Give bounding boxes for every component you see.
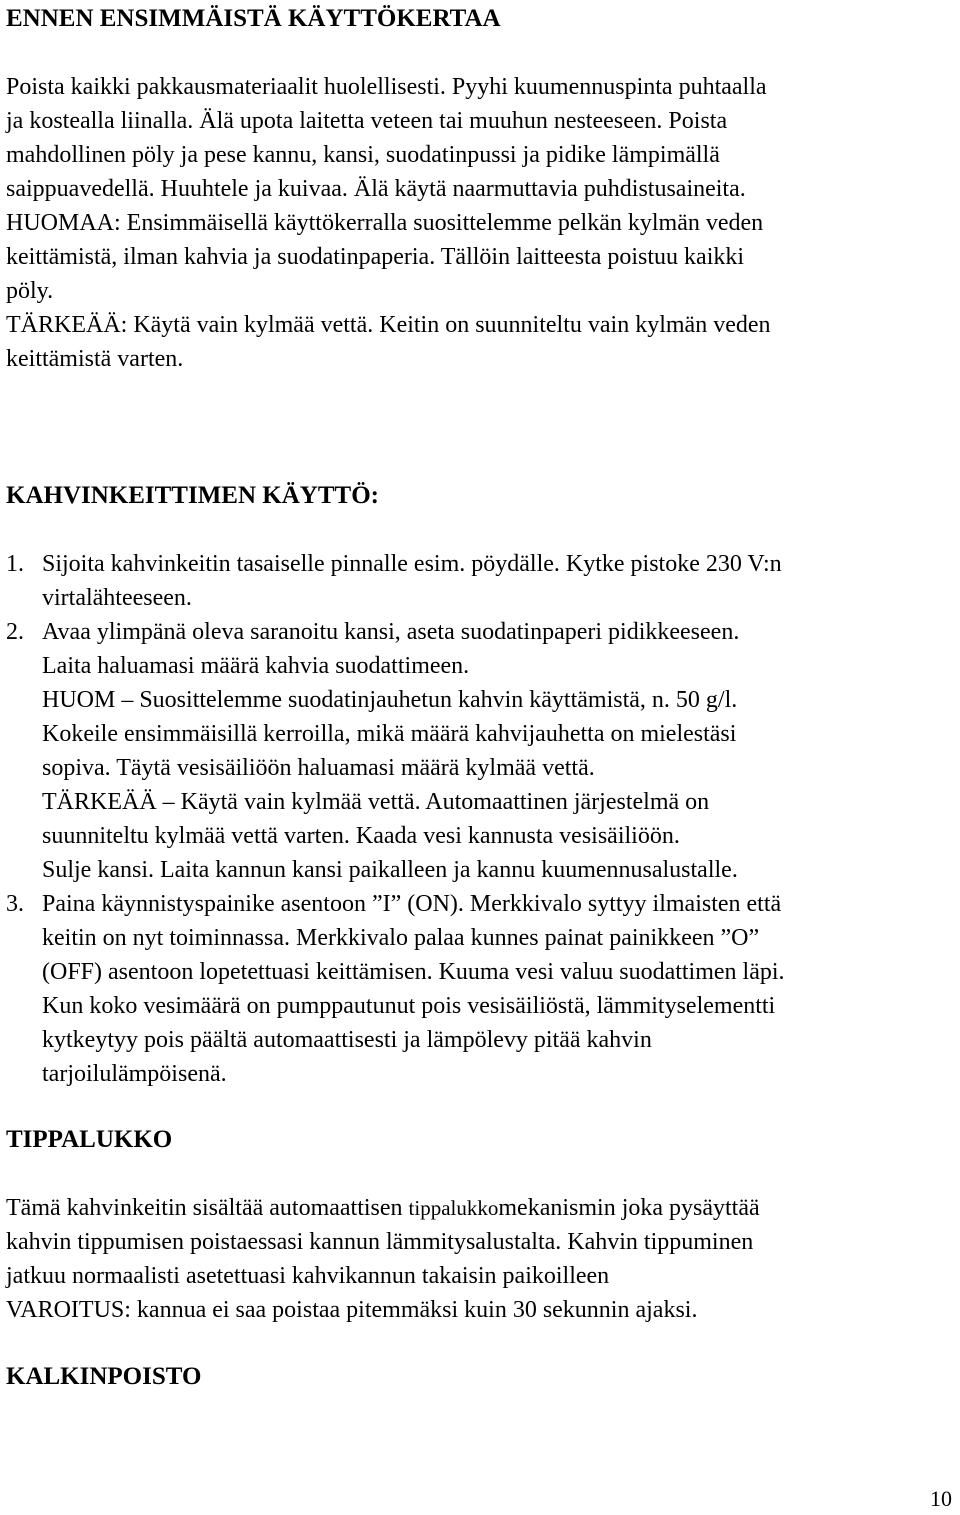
list-item-number: 3. [6,891,24,917]
section-heading-descaling: KALKINPOISTO [6,1363,202,1390]
list-item-number: 2. [6,619,24,645]
list-item-line: kytkeytyy pois päältä automaattisesti ja lämpölevy pitää kahvin [42,1027,652,1053]
list-item-line: Paina käynnistyspainike asentoon ”I” (ON). Merkkivalo syttyy ilmaisten että [42,891,782,917]
paragraph-line: ja kostealla liinalla. Älä upota laitetta veteen tai muuhun nesteeseen. Poista [6,108,728,134]
paragraph-line: TÄRKEÄÄ: Käytä vain kylmää vettä. Keitin on suunniteltu vain kylmän veden [6,312,771,338]
paragraph-line: Poista kaikki pakkausmateriaalit huolellisesti. Pyyhi kuumennuspinta puhtaalla [6,74,767,100]
list-item-line: tarjoilulämpöisenä. [42,1061,227,1087]
list-item-line: Sijoita kahvinkeitin tasaiselle pinnalle esim. pöydälle. Kytke pistoke 230 V:n [42,551,782,577]
list-item-line: Sulje kansi. Laita kannun kansi paikalleen ja kannu kuumennusalustalle. [42,857,738,883]
paragraph-line: jatkuu normaalisti asetettuasi kahvikannun takaisin paikoilleen [6,1263,610,1289]
paragraph-line: kahvin tippumisen poistaessasi kannun lämmitysalustalta. Kahvin tippuminen [6,1229,754,1255]
paragraph-line: keittämistä, ilman kahvia ja suodatinpaperia. Tällöin laitteesta poistuu kaikki [6,244,745,270]
list-item-number: 1. [6,551,24,577]
list-item-line: Kun koko vesimäärä on pumppautunut pois vesisäiliöstä, lämmityselementti [42,993,776,1019]
list-item-line: TÄRKEÄÄ – Käytä vain kylmää vettä. Automaattinen järjestelmä on [42,789,710,815]
paragraph-line: pöly. [6,278,54,304]
list-item-line: keitin on nyt toiminnassa. Merkkivalo palaa kunnes painat painikkeen ”O” [42,925,760,951]
text-span: Tämä kahvinkeitin sisältää automaattisen [6,1195,409,1221]
section-heading-drip-stop: TIPPALUKKO [6,1126,173,1153]
list-item-line: Avaa ylimpänä oleva saranoitu kansi, aseta suodatinpaperi pidikkeeseen. [42,619,740,645]
paragraph-line: keittämistä varten. [6,346,184,372]
page-number: 10 [930,1486,952,1511]
text-span-drip-stop: tippalukko [408,1196,499,1220]
list-item-line: Kokeile ensimmäisillä kerroilla, mikä määrä kahvijauhetta on mielestäsi [42,721,737,747]
list-item-line: (OFF) asentoon lopetettuasi keittämisen. Kuuma vesi valuu suodattimen läpi. [42,959,785,985]
list-item-line: Laita haluamasi määrä kahvia suodattimeen. [42,653,470,679]
list-item-line: sopiva. Täytä vesisäiliöön haluamasi määrä kylmää vettä. [42,755,595,781]
paragraph-line: VAROITUS: kannua ei saa poistaa pitemmäksi kuin 30 sekunnin ajaksi. [6,1297,698,1323]
list-item-line: suunniteltu kylmää vettä varten. Kaada vesi kannusta vesisäiliöön. [42,823,680,849]
paragraph-line: mahdollinen pöly ja pese kannu, kansi, suodatinpussi ja pidike lämpimällä [6,142,720,168]
paragraph-line [6,1193,760,1223]
list-item-line: virtalähteeseen. [42,585,192,611]
list-item-line: HUOM – Suosittelemme suodatinjauhetun kahvin käyttämistä, n. 50 g/l. [42,687,738,713]
section-heading-before-first-use: ENNEN ENSIMMÄISTÄ KÄYTTÖKERTAA [6,5,501,32]
paragraph-line: saippuavedellä. Huuhtele ja kuivaa. Älä käytä naarmuttavia puhdistusaineita. [6,176,746,202]
text-span: mekanismin joka pysäyttää [498,1195,760,1221]
paragraph-line: HUOMAA: Ensimmäisellä käyttökerralla suosittelemme pelkän kylmän veden [6,210,764,236]
section-heading-coffee-maker-use: KAHVINKEITTIMEN KÄYTTÖ: [6,482,379,509]
